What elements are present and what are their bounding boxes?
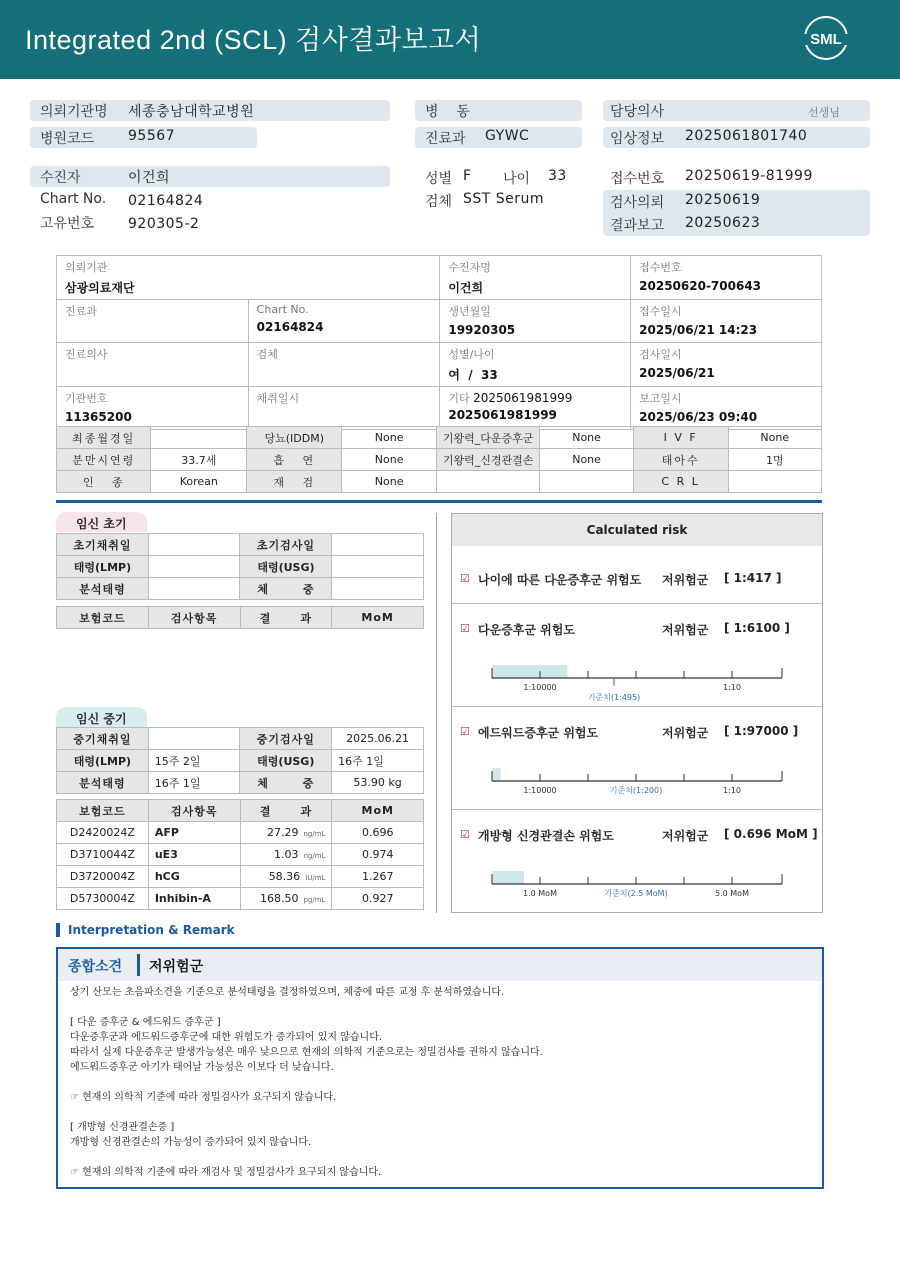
risk-ntd-scale [482, 868, 792, 910]
risk-ntd-group: 저위험군 [662, 829, 709, 843]
early-collect-label: 초기채취일 [57, 534, 149, 556]
summary-value: 저위험군 [149, 959, 204, 975]
report-value: 20250623 [685, 215, 761, 231]
empty-cell [436, 471, 540, 493]
fetus-label: 태아수 [633, 449, 728, 471]
row-mom: 0.927 [332, 888, 424, 910]
inner-birth-value: 19920305 [448, 323, 516, 337]
risk-down [452, 603, 822, 706]
risk-fill-bar [492, 768, 501, 781]
check-icon: ☑ [460, 725, 470, 738]
row-result: 1.03 [273, 848, 299, 861]
early-col-code: 보험코드 [57, 607, 149, 629]
inner-test-date-label: 검사일시 [639, 348, 682, 361]
receipt-label: 접수번호 [610, 171, 665, 187]
inner-etc-value2: 2025061981999 [448, 408, 557, 422]
mid-collect-label: 중기채취일 [57, 728, 149, 750]
inner-collect-label: 채취일시 [256, 392, 300, 405]
risk-fill-bar [492, 871, 524, 884]
risk-edwards-value: [ 1:97000 ] [724, 724, 799, 738]
row-result: 27.29 [266, 826, 299, 839]
mid-col-item: 검사항목 [148, 800, 240, 822]
hosp-code-value: 95567 [128, 128, 176, 144]
inner-patient-label: 수진자명 [448, 261, 491, 274]
inner-birth-label: 생년월일 [448, 305, 491, 318]
req-org-value: 세종충남대학교병원 [128, 104, 255, 120]
mid-analysis-label: 분석태령 [57, 772, 149, 794]
risk-age-down-group: 저위험군 [662, 573, 709, 587]
row-item: AFP [148, 822, 240, 844]
summary-line [70, 1105, 543, 1120]
hx-ntd-label: 기왕력_신경관결손 [436, 449, 540, 471]
scale-mid: 기준치(2.5 MoM) [604, 889, 668, 898]
mid-lmp-value: 15주 2일 [148, 750, 240, 772]
risk-fill-bar [492, 665, 567, 678]
summary-line: [ 개방형 신경관결손증 ] [70, 1122, 175, 1133]
early-weight-label: 체 중 [240, 578, 332, 600]
request-label: 검사의뢰 [610, 195, 665, 211]
status-table [56, 426, 822, 493]
mid-usg-label: 태령(USG) [240, 750, 332, 772]
summary-line: 따라서 실제 다운증후군 발생가능성은 매우 낮으므로 현재의 의학적 기준으로는 정밀검사를 권하지 않습니다. [70, 1047, 543, 1058]
ivf-value: None [728, 427, 822, 449]
diabetes-value: None [342, 427, 436, 449]
mid-test-date-value: 2025.06.21 [332, 728, 424, 750]
row-code: D3710044Z [57, 844, 149, 866]
doctor-suffix: 선생님 [808, 106, 840, 119]
early-col-result: 결 과 [240, 607, 332, 629]
interpretation-heading: Interpretation & Remark [56, 923, 235, 937]
row-result: 168.50 [259, 892, 299, 905]
req-org-label: 의뢰기관명 [40, 104, 108, 120]
inner-report-date-label: 보고일시 [639, 392, 682, 405]
chart-label: Chart No. [40, 191, 107, 207]
sex-label: 성별 [425, 171, 453, 187]
check-icon: ☑ [460, 572, 470, 585]
summary-divider [137, 954, 140, 976]
summary-line: ☞ 현재의 의학적 기준에 따라 재검사 및 정밀검사가 요구되지 않습니다. [70, 1167, 382, 1178]
row-result: 58.36 [268, 870, 301, 883]
inner-receipt-label: 접수번호 [639, 261, 682, 274]
report-label: 결과보고 [610, 218, 665, 234]
risk-down-scale [482, 662, 792, 704]
delivery-age-label: 분만시연령 [57, 449, 151, 471]
id-value: 920305-2 [128, 216, 200, 232]
summary-line: 에드워드증후군 아기가 태어날 가능성은 이보다 더 낮습니다. [70, 1062, 334, 1073]
fetus-value: 1명 [728, 449, 822, 471]
empty-cell [540, 471, 633, 493]
hx-down-value: None [540, 427, 633, 449]
crl-label: C R L [633, 471, 728, 493]
patient-row [30, 166, 390, 187]
scale-high: 5.0 MoM [715, 889, 749, 898]
early-test-date-label: 초기검사일 [240, 534, 332, 556]
row-mom: 0.696 [332, 822, 424, 844]
age-value: 33 [548, 168, 567, 184]
summary-label: 종합소견 [68, 959, 123, 975]
scale-ticks [492, 874, 782, 884]
race-label: 인 종 [57, 471, 151, 493]
delivery-age-value: 33.7세 [151, 449, 247, 471]
crl-value [728, 471, 822, 493]
retest-label: 재 검 [247, 471, 342, 493]
summary-line: 다운증후군과 에드워드증후군에 대한 위험도가 증가되어 있지 않습니다. [70, 1032, 383, 1043]
vertical-divider [436, 513, 437, 913]
risk-age-down-label: 나이에 따른 다운증후군 위험도 [478, 573, 642, 587]
diabetes-label: 당뇨(IDDM) [247, 427, 342, 449]
risk-ntd-label: 개방형 신경관결손 위험도 [478, 829, 614, 843]
mid-tag: 임신 중기 [56, 707, 147, 727]
risk-ntd-value: [ 0.696 MoM ] [724, 827, 818, 841]
risk-edwards-scale [482, 765, 792, 807]
mid-analysis-value: 16주 1일 [148, 772, 240, 794]
risk-ntd [452, 809, 822, 912]
report-header [0, 0, 900, 79]
scale-ticks [492, 771, 782, 781]
summary-line: [ 다운 증후군 & 에드워드 증후군 ] [70, 1017, 221, 1028]
summary-line [70, 1000, 543, 1015]
table-row [57, 844, 424, 866]
specimen-value: SST Serum [463, 191, 545, 207]
inner-info-table [56, 255, 822, 430]
early-analysis-label: 분석태령 [57, 578, 149, 600]
early-col-mom: MoM [332, 607, 424, 629]
patient-label: 수진자 [40, 170, 81, 186]
row-code: D5730004Z [57, 888, 149, 910]
table-row [57, 888, 424, 910]
mid-col-mom: MoM [332, 800, 424, 822]
row-unit: IU/mL [305, 874, 326, 882]
row-mom: 0.974 [332, 844, 424, 866]
early-info-table [56, 533, 424, 600]
inner-etc-label: 기타 2025061981999 [448, 391, 573, 405]
inner-dept-label: 진료과 [65, 305, 97, 318]
age-label: 나이 [503, 171, 531, 187]
doctor-label: 담당의사 [610, 104, 665, 120]
hx-ntd-value: None [540, 449, 633, 471]
lmp-value [151, 427, 247, 449]
summary-line [70, 1075, 543, 1090]
inner-report-date-value: 2025/06/23 09:40 [639, 410, 758, 424]
scale-high: 1:10 [723, 683, 741, 692]
smoking-value: None [342, 449, 436, 471]
cutoff-label: 기준치(1:495) [587, 693, 641, 702]
inner-sexage-label: 성별/나이 [448, 348, 495, 361]
risk-age-down-value: [ 1:417 ] [724, 571, 782, 585]
ward-label: 병 동 [425, 104, 470, 120]
row-item: Inhibin-A [148, 888, 240, 910]
inner-test-date-value: 2025/06/21 [639, 366, 715, 380]
row-item: hCG [148, 866, 240, 888]
inner-etc-value1: 2025061981999 [473, 391, 573, 405]
summary-line [70, 1150, 543, 1165]
mid-weight-value: 53.90 kg [332, 772, 424, 794]
inner-patient-value: 이건희 [448, 281, 484, 295]
inner-org-label: 의뢰기관 [65, 261, 108, 274]
row-code: D3720004Z [57, 866, 149, 888]
risk-edwards [452, 706, 822, 809]
smoking-label: 흡 연 [247, 449, 342, 471]
chart-value: 02164824 [128, 193, 204, 209]
inner-chart-label: Chart No. [256, 303, 309, 316]
risk-title: Calculated risk [452, 514, 822, 546]
scale-low: 1.0 MoM [523, 889, 557, 898]
inner-org-value: 삼광의료재단 [65, 281, 135, 295]
inner-doctor-label: 진료의사 [65, 348, 108, 361]
early-tag: 임신 초기 [56, 512, 147, 532]
summary-line: 개방형 신경관결손의 가능성이 증가되어 있지 않습니다. [70, 1137, 312, 1148]
row-code: D2420024Z [57, 822, 149, 844]
scale-high: 1:10 [723, 786, 741, 795]
summary-line: 상기 산모는 초음파소견을 기준으로 분석태령을 결정하였으며, 체중에 따른 교정 후 분석하였습니다. [70, 987, 505, 998]
early-col-item: 검사항목 [148, 607, 240, 629]
logo-text: SML [810, 31, 842, 48]
sex-value: F [463, 168, 472, 184]
row-item: uE3 [148, 844, 240, 866]
clinical-value: 2025061801740 [685, 128, 808, 144]
mid-lmp-label: 태령(LMP) [57, 750, 149, 772]
mid-result-table [56, 799, 424, 910]
scale-low: 1:10000 [523, 786, 557, 795]
inner-org-no-value: 11365200 [65, 410, 132, 424]
row-unit: ng/mL [303, 830, 326, 838]
race-value: Korean [151, 471, 247, 493]
ivf-label: I V F [633, 427, 728, 449]
mid-test-date-label: 중기검사일 [240, 728, 332, 750]
specimen-label: 검체 [425, 194, 453, 210]
sml-logo-icon [802, 14, 850, 62]
summary-header [58, 949, 822, 981]
inner-chart-value: 02164824 [256, 320, 324, 334]
dept-label: 진료과 [425, 131, 466, 147]
patient-value: 이건희 [128, 170, 171, 186]
row-unit: pg/mL [303, 896, 326, 904]
check-icon: ☑ [460, 828, 470, 841]
scale-low: 1:10000 [523, 683, 557, 692]
inner-receipt-date-value: 2025/06/21 14:23 [639, 323, 758, 337]
early-lmp-label: 태령(LMP) [57, 556, 149, 578]
summary-text [70, 985, 543, 1180]
hosp-code-label: 병원코드 [40, 131, 95, 147]
inner-specimen-label: 검체 [256, 348, 278, 361]
check-icon: ☑ [460, 622, 470, 635]
early-result-table [56, 606, 424, 629]
dept-value: GYWC [485, 128, 530, 144]
retest-value: None [342, 471, 436, 493]
row-mom: 1.267 [332, 866, 424, 888]
hx-down-label: 기왕력_다운증후군 [436, 427, 540, 449]
early-usg-label: 태령(USG) [240, 556, 332, 578]
mid-usg-value: 16주 1일 [332, 750, 424, 772]
row-unit: ng/mL [303, 852, 326, 860]
inner-receipt-date-label: 접수일시 [639, 305, 682, 318]
risk-age-down [452, 568, 822, 603]
receipt-value: 20250619-81999 [685, 168, 813, 184]
risk-edwards-group: 저위험군 [662, 726, 709, 740]
mid-col-result: 결 과 [240, 800, 332, 822]
mid-info-table [56, 727, 424, 794]
inner-org-no-label: 기관번호 [65, 392, 108, 405]
request-value: 20250619 [685, 192, 761, 208]
table-row [57, 866, 424, 888]
inner-receipt-value: 20250620-700643 [639, 279, 762, 293]
risk-down-value: [ 1:6100 ] [724, 621, 790, 635]
lmp-label: 최종월경일 [57, 427, 151, 449]
report-title: Integrated 2nd (SCL) 검사결과보고서 [25, 25, 482, 55]
clinical-label: 임상정보 [610, 131, 665, 147]
table-row [57, 822, 424, 844]
summary-box [56, 947, 824, 1189]
summary-line: ☞ 현재의 의학적 기준에 따라 정밀검사가 요구되지 않습니다. [70, 1092, 337, 1103]
risk-panel [451, 513, 823, 913]
mid-col-code: 보험코드 [57, 800, 149, 822]
inner-sexage-value: 여 / 33 [448, 368, 498, 382]
risk-edwards-label: 에드워드증후군 위험도 [478, 726, 599, 740]
risk-down-label: 다운증후군 위험도 [478, 623, 575, 637]
section-divider [56, 500, 822, 503]
mid-weight-label: 체 중 [240, 772, 332, 794]
id-label: 고유번호 [40, 216, 95, 232]
risk-down-group: 저위험군 [662, 623, 709, 637]
cutoff-label: 기준치(1:200) [609, 786, 663, 795]
